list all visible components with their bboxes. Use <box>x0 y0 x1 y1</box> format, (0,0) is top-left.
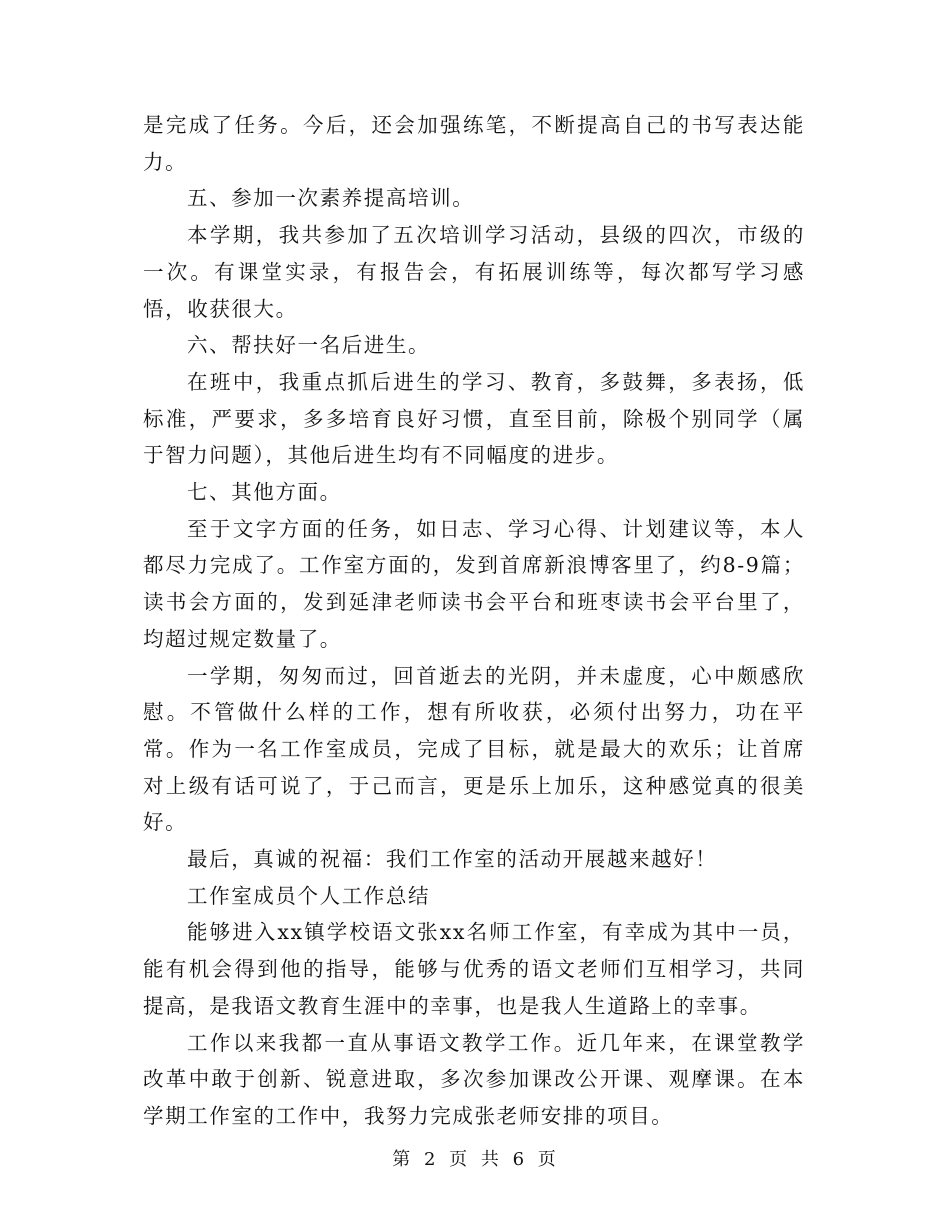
paragraph: 本学期，我共参加了五次培训学习活动，县级的四次，市级的一次。有课堂实录，有报告会，有拓展训练等，每次都写学习感悟，收获很大。 <box>143 223 805 321</box>
section-heading: 七、其他方面。 <box>187 480 342 505</box>
document-subtitle: 工作室成员个人工作总结 <box>187 883 431 908</box>
paragraph: 一学期，匆匆而过，回首逝去的光阴，并未虚度，心中颇感欣慰。不管做什么样的工作，想有所收获，必须付出努力，功在平常。作为一名工作室成员，完成了目标，就是最大的欢乐；让首席对上级有话可说了，于己而言，更是乐上加乐，这种感觉真的很美好。 <box>143 663 805 835</box>
footer-page-word: 页 <box>449 1149 470 1170</box>
paragraph: 最后，真诚的祝福：我们工作室的活动开展越来越好！ <box>187 847 718 872</box>
footer-suffix: 页 <box>537 1149 558 1170</box>
document-body <box>143 107 805 1135</box>
footer-prefix: 第 <box>392 1149 413 1170</box>
paragraph: 工作以来我都一直从事语文教学工作。近几年来，在课堂教学改革中敢于创新、锐意进取，多次参加课改公开课、观摩课。在本学期工作室的工作中，我努力完成张老师安排的项目。 <box>143 1030 805 1128</box>
footer-total-word: 共 <box>480 1149 501 1170</box>
current-page-number: 2 <box>423 1149 438 1170</box>
section-heading: 六、帮扶好一名后进生。 <box>187 333 431 358</box>
paragraph: 是完成了任务。今后，还会加强练笔，不断提高自己的书写表达能力。 <box>143 113 805 174</box>
total-page-count: 6 <box>512 1149 527 1170</box>
paragraph: 能够进入xx镇学校语文张xx名师工作室，有幸成为其中一员，能有机会得到他的指导，能够与优秀的语文老师们互相学习，共同提高，是我语文教育生涯中的幸事，也是我人生道路上的幸事。 <box>143 920 805 1018</box>
section-heading: 五、参加一次素养提高培训。 <box>187 186 475 211</box>
page-footer <box>0 1145 950 1171</box>
paragraph: 至于文字方面的任务，如日志、学习心得、计划建议等，本人都尽力完成了。工作室方面的，发到首席新浪博客里了，约8-9篇；读书会方面的，发到延津老师读书会平台和班枣读书会平台里了，均超过规定数量了。 <box>143 516 805 651</box>
paragraph: 在班中，我重点抓后进生的学习、教育，多鼓舞，多表扬，低标准，严要求，多多培育良好习惯，直至目前，除极个别同学（属于智力问题），其他后进生均有不同幅度的进步。 <box>143 369 805 468</box>
